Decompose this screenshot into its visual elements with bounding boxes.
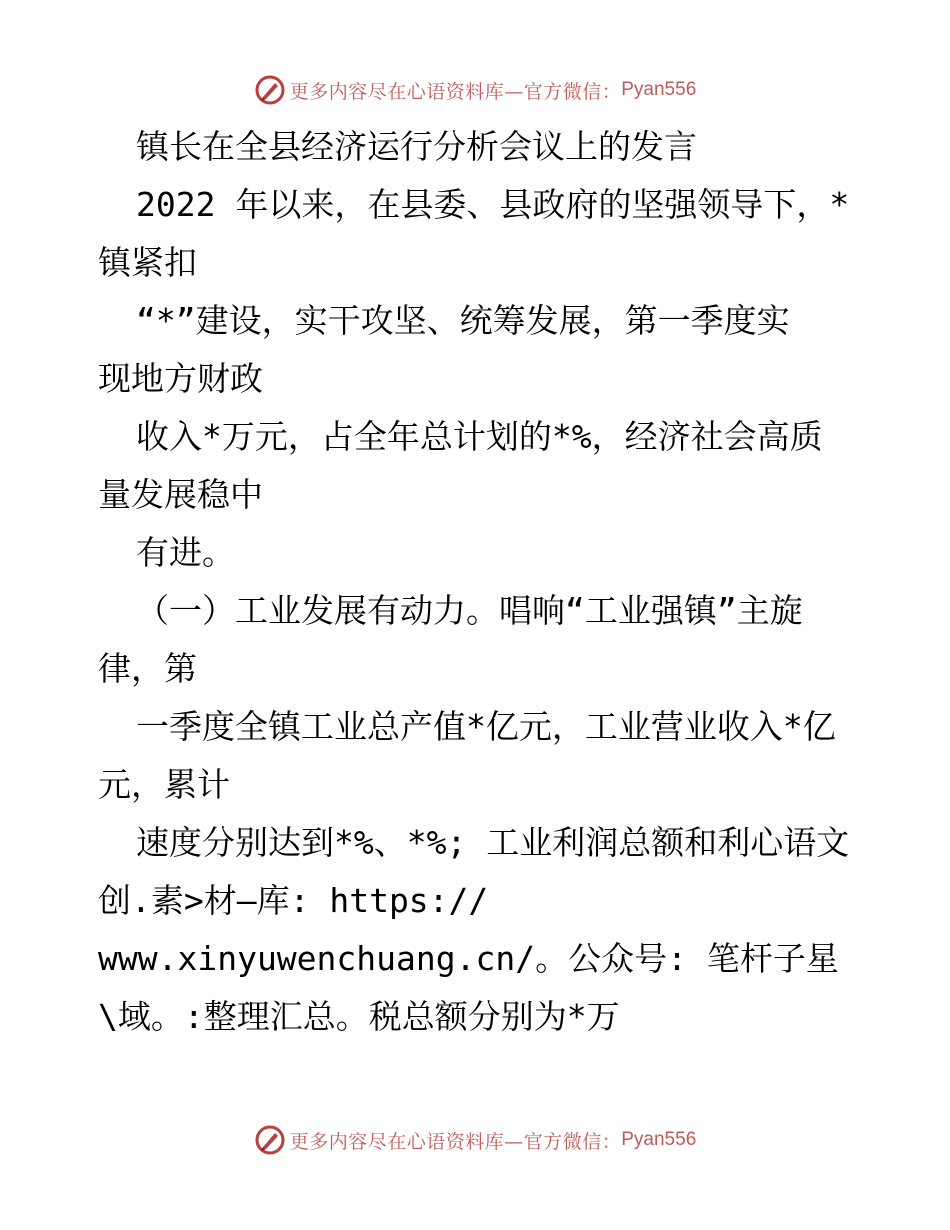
- paragraph-line: \域。:整理汇总。税总额分别为*万: [98, 997, 620, 1036]
- document-body: [98, 118, 858, 1046]
- paragraph-line: 2022 年以来，在县委、县政府的坚强领导下，*: [136, 185, 850, 224]
- paragraph-line: www.xinyuwenchuang.cn/。公众号: 笔杆子星: [98, 939, 839, 978]
- section-heading-line: （一）工业发展有动力。唱响“工业强镇”主旋: [136, 591, 803, 630]
- paragraph-line: 一季度全镇工业总产值*亿元，工业营业收入*亿: [136, 707, 836, 746]
- paragraph-line: 量发展稳中: [98, 475, 263, 514]
- paragraph-line: 速度分别达到*%、*%; 工业利润总额和利心语文: [136, 823, 850, 862]
- watermark-handle: Pyan556: [621, 1129, 697, 1150]
- watermark-header: [0, 70, 950, 110]
- watermark-footer: [0, 1120, 950, 1160]
- paragraph-line: 律，第: [98, 649, 197, 688]
- paragraph-line: 创.素>材—库: https://: [98, 881, 489, 920]
- paragraph-line: 元，累计: [98, 765, 230, 804]
- pen-logo-icon: [254, 74, 286, 106]
- paragraph-line: 收入*万元，占全年总计划的*%，经济社会高质: [136, 417, 823, 456]
- watermark-handle: Pyan556: [621, 79, 697, 100]
- pen-logo-icon: [254, 1124, 286, 1156]
- paragraph-line: 镇紧扣: [98, 243, 197, 282]
- document-title: 镇长在全县经济运行分析会议上的发言: [136, 127, 697, 166]
- watermark-text: 更多内容尽在心语资料库—官方微信：: [289, 1130, 622, 1153]
- paragraph-line: 有进。: [136, 533, 235, 572]
- paragraph-line: “*”建设，实干攻坚、统筹发展，第一季度实: [136, 301, 790, 340]
- watermark-text: 更多内容尽在心语资料库—官方微信：: [289, 80, 622, 103]
- paragraph-line: 现地方财政: [98, 359, 263, 398]
